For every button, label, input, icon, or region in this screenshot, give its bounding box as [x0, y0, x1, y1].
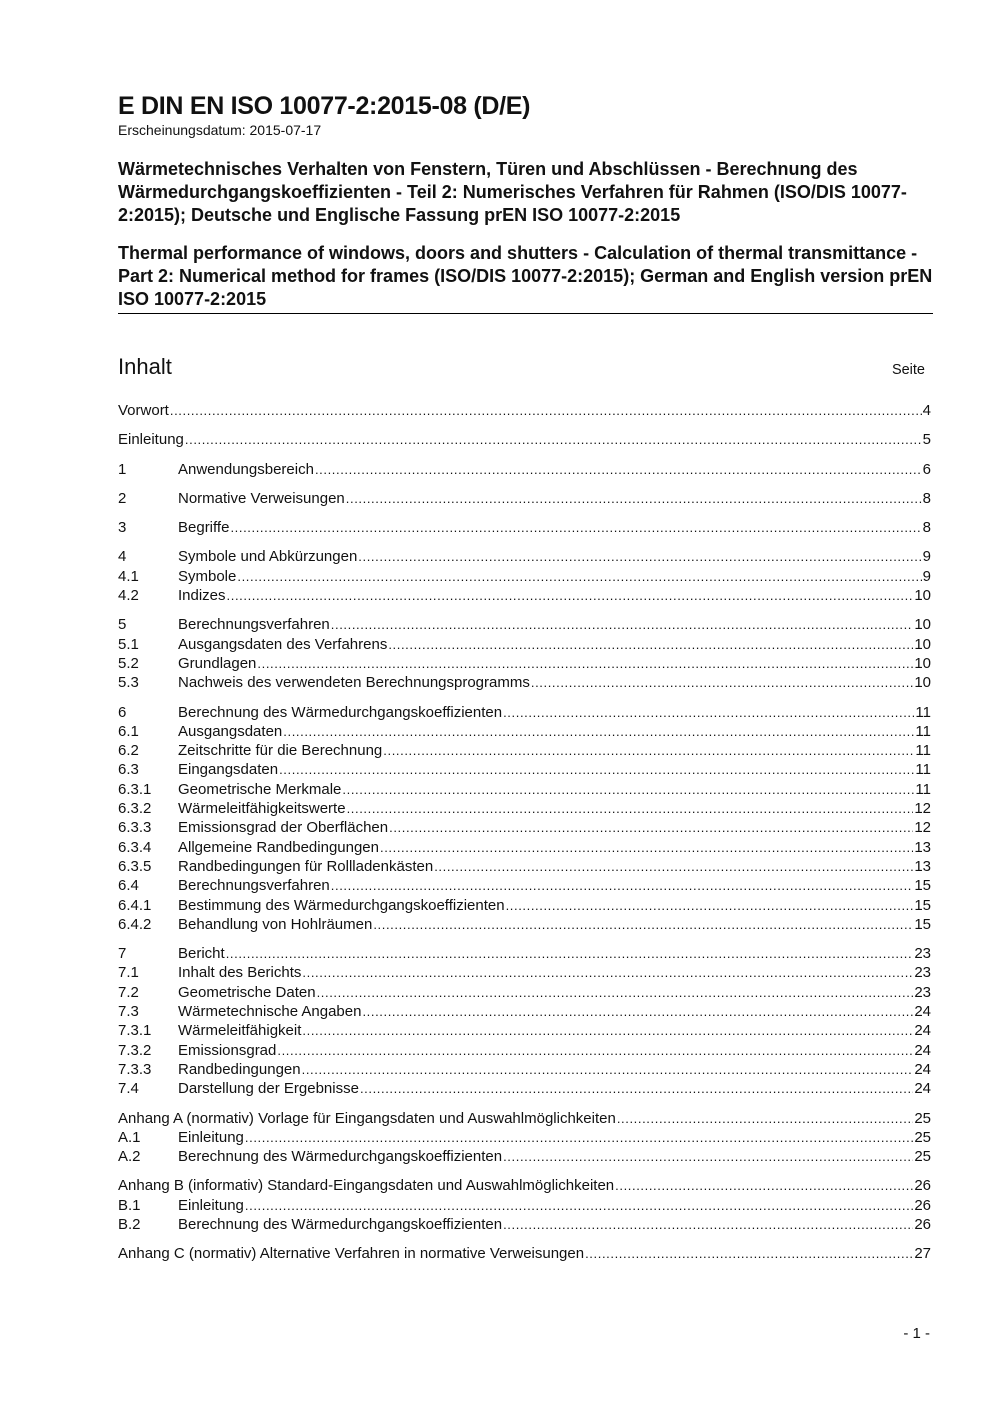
toc-entry[interactable] — [118, 1176, 931, 1195]
toc-entry[interactable] — [118, 799, 931, 818]
toc-entry-title: Eingangsdaten — [178, 761, 279, 779]
toc-entry-title: Normative Verweisungen — [178, 489, 345, 507]
toc-entry-page: 26 — [914, 1196, 931, 1214]
toc-entry[interactable] — [118, 1021, 931, 1040]
title-english: Thermal performance of windows, doors and shutters - Calculation of thermal transmittance - Part 2: Numerical method for frames (ISO/DIS 10077-2:2015); German and English version prEN ISO 10077-2:2015 — [118, 242, 933, 314]
toc-entry-page: 10 — [914, 654, 931, 672]
toc-dot-leader — [389, 818, 913, 837]
toc-entry-number: 1 — [118, 460, 127, 478]
toc-entry[interactable] — [118, 944, 931, 963]
toc-entry[interactable] — [118, 780, 931, 799]
toc-dot-leader — [283, 722, 914, 741]
toc-dot-leader — [227, 586, 914, 605]
toc-entry-page: 5 — [922, 431, 931, 449]
toc-entry-number: 6.4 — [118, 877, 139, 895]
toc-entry-page: 9 — [922, 548, 931, 566]
table-of-contents — [118, 401, 931, 1264]
toc-entry-number: 7.2 — [118, 983, 139, 1001]
toc-dot-leader — [226, 944, 914, 963]
toc-entry-page: 10 — [914, 674, 931, 692]
toc-entry-title: Einleitung — [118, 431, 184, 449]
toc-entry-number: 3 — [118, 519, 127, 537]
toc-entry-number: 7.3.3 — [118, 1060, 152, 1078]
toc-entry-page: 12 — [914, 819, 931, 837]
toc-entry-number: 4.1 — [118, 567, 139, 585]
toc-entry-title: Einleitung — [178, 1196, 244, 1214]
toc-entry-title: Berechnung des Wärmedurchgangskoeffizienten — [178, 703, 503, 721]
toc-dot-leader — [302, 1060, 914, 1079]
toc-entry-title: Bestimmung des Wärmedurchgangskoeffizienten — [178, 896, 505, 914]
toc-entry-page: 25 — [914, 1128, 931, 1146]
toc-entry-title: Wärmetechnische Angaben — [178, 1003, 362, 1021]
toc-entry[interactable] — [118, 1079, 931, 1098]
toc-entry-page: 15 — [914, 877, 931, 895]
toc-entry-number: 6.4.2 — [118, 915, 152, 933]
toc-entry-page: 12 — [914, 800, 931, 818]
toc-entry-title: Vorwort — [118, 402, 169, 419]
toc-entry[interactable] — [118, 567, 931, 586]
toc-dot-leader — [380, 838, 913, 857]
toc-dot-leader — [237, 567, 921, 586]
toc-dot-leader — [315, 460, 922, 479]
toc-dot-leader — [317, 983, 914, 1002]
toc-dot-leader — [615, 1176, 913, 1195]
toc-entry-title: Berechnungsverfahren — [178, 877, 330, 895]
toc-dot-leader — [302, 963, 913, 982]
toc-entry[interactable] — [118, 518, 931, 537]
toc-entry-page: 6 — [922, 460, 931, 478]
toc-entry[interactable] — [118, 741, 931, 760]
toc-dot-leader — [503, 1215, 913, 1234]
toc-entry-page: 24 — [914, 1041, 931, 1059]
toc-entry-number: 7.3.2 — [118, 1041, 152, 1059]
toc-dot-leader — [617, 1109, 913, 1128]
toc-entry[interactable] — [118, 1215, 931, 1234]
toc-entry[interactable] — [118, 1128, 931, 1147]
toc-entry-number: 4 — [118, 548, 127, 566]
toc-entry-title: Geometrische Daten — [178, 983, 316, 1001]
toc-entry-number: 5 — [118, 616, 127, 634]
toc-dot-leader — [257, 654, 913, 673]
toc-entry-number: B.1 — [118, 1196, 141, 1214]
toc-entry-number: 5.3 — [118, 674, 139, 692]
toc-entry-title: Symbole — [178, 567, 237, 585]
toc-entry-number: 6.4.1 — [118, 896, 152, 914]
toc-dot-leader — [585, 1244, 913, 1263]
toc-entry-title: Berechnung des Wärmedurchgangskoeffizienten — [178, 1148, 503, 1166]
toc-entry[interactable] — [118, 838, 931, 857]
toc-entry-title: Berechnungsverfahren — [178, 616, 330, 634]
toc-entry[interactable] — [118, 1109, 931, 1128]
toc-entry-page: 11 — [915, 722, 931, 740]
toc-entry-page: 26 — [914, 1215, 931, 1233]
document-page — [118, 92, 933, 1264]
toc-entry-title: Indizes — [178, 587, 226, 605]
toc-entry-title: Wärmeleitfähigkeitswerte — [178, 800, 346, 818]
toc-entry-page: 15 — [914, 915, 931, 933]
toc-entry-title: Geometrische Merkmale — [178, 780, 342, 798]
toc-entry[interactable] — [118, 1041, 931, 1060]
toc-entry-number: 6 — [118, 703, 127, 721]
toc-entry-page: 11 — [915, 742, 931, 760]
toc-entry-title: Allgemeine Randbedingungen — [178, 838, 379, 856]
toc-entry-page: 24 — [914, 1060, 931, 1078]
toc-entry[interactable] — [118, 1244, 931, 1263]
toc-entry-title: Anhang C (normativ) Alternative Verfahren in normative Verweisungen — [118, 1245, 585, 1263]
toc-entry[interactable] — [118, 489, 931, 508]
toc-dot-leader — [277, 1041, 913, 1060]
toc-entry-page: 8 — [922, 489, 931, 507]
toc-entry-number: B.2 — [118, 1215, 141, 1233]
toc-dot-leader — [506, 896, 914, 915]
toc-entry-title: Symbole und Abkürzungen — [178, 548, 358, 566]
toc-dot-leader — [170, 401, 922, 420]
toc-dot-leader — [331, 876, 914, 895]
toc-entry[interactable] — [118, 586, 931, 605]
toc-entry-number: 6.2 — [118, 742, 139, 760]
toc-entry-title: Wärmeleitfähigkeit — [178, 1022, 302, 1040]
toc-entry-number: 6.3.3 — [118, 819, 152, 837]
toc-entry-title: Nachweis des verwendeten Berechnungsprogramms — [178, 674, 530, 692]
toc-entry-page: 10 — [914, 616, 931, 634]
toc-dot-leader — [358, 547, 921, 566]
publication-date: Erscheinungsdatum: 2015-07-17 — [118, 122, 322, 138]
toc-entry-title: Grundlagen — [178, 654, 257, 672]
toc-entry-page: 13 — [914, 857, 931, 875]
toc-entry-title: Darstellung der Ergebnisse — [178, 1080, 359, 1098]
toc-entry-number: 6.3 — [118, 761, 139, 779]
toc-entry-title: Bericht — [178, 945, 225, 963]
toc-entry-number: 7.3 — [118, 1003, 139, 1021]
toc-entry-page: 24 — [914, 1080, 931, 1098]
toc-entry[interactable] — [118, 915, 931, 934]
toc-dot-leader — [503, 703, 914, 722]
toc-dot-leader — [360, 1079, 913, 1098]
toc-entry-number: 6.3.4 — [118, 838, 152, 856]
toc-entry-number: 5.2 — [118, 654, 139, 672]
toc-entry-page: 4 — [922, 402, 931, 419]
toc-heading: Inhalt — [118, 354, 172, 379]
toc-dot-leader — [362, 1002, 913, 1021]
toc-entry[interactable] — [118, 983, 931, 1002]
toc-entry[interactable] — [118, 1147, 931, 1166]
toc-entry-page: 11 — [915, 761, 931, 779]
toc-entry[interactable] — [118, 1196, 931, 1215]
toc-entry[interactable] — [118, 430, 931, 449]
toc-entry-page: 9 — [922, 567, 931, 585]
toc-entry-page: 24 — [914, 1022, 931, 1040]
toc-entry-page: 26 — [914, 1177, 931, 1195]
toc-entry-title: Emissionsgrad — [178, 1041, 277, 1059]
toc-entry-number: 7.4 — [118, 1080, 139, 1098]
toc-entry[interactable] — [118, 722, 931, 741]
toc-dot-leader — [373, 915, 913, 934]
toc-entry[interactable] — [118, 703, 931, 722]
toc-entry-page: 27 — [914, 1245, 931, 1263]
toc-entry[interactable] — [118, 818, 931, 837]
toc-entry-number: 7.3.1 — [118, 1022, 152, 1040]
toc-entry-number: 7.1 — [118, 964, 139, 982]
toc-entry-page: 23 — [914, 945, 931, 963]
toc-entry[interactable] — [118, 896, 931, 915]
toc-entry-number: 7 — [118, 945, 127, 963]
toc-entry-number: A.1 — [118, 1128, 141, 1146]
document-id: E DIN EN ISO 10077-2:2015-08 (D/E) — [118, 92, 531, 120]
toc-entry-number: 6.3.5 — [118, 857, 152, 875]
title-german: Wärmetechnisches Verhalten von Fenstern, Türen und Abschlüssen - Berechnung des Wärmedurchgangskoeffizienten - Teil 2: Numerisches Verfahren für Rahmen (ISO/DIS 10077-2:2015); Deutsche und Englische Fassung prEN ISO 10077-2:2015 — [118, 159, 907, 225]
toc-dot-leader — [503, 1147, 913, 1166]
toc-dot-leader — [388, 635, 913, 654]
toc-entry-title: Ausgangsdaten — [178, 722, 283, 740]
toc-entry-title: Behandlung von Hohlräumen — [178, 915, 373, 933]
toc-entry-page: 11 — [915, 703, 931, 721]
toc-entry-page: 10 — [914, 587, 931, 605]
toc-entry[interactable] — [118, 635, 931, 654]
toc-entry-title: Randbedingungen — [178, 1060, 301, 1078]
toc-entry-page: 25 — [914, 1109, 931, 1127]
toc-entry-page: 24 — [914, 1003, 931, 1021]
toc-entry-title: Einleitung — [178, 1128, 244, 1146]
toc-entry-title: Anhang A (normativ) Vorlage für Eingangsdaten und Auswahlmöglichkeiten — [118, 1109, 616, 1127]
toc-dot-leader — [302, 1021, 913, 1040]
toc-entry-title: Berechnung des Wärmedurchgangskoeffizienten — [178, 1215, 503, 1233]
toc-entry[interactable] — [118, 760, 931, 779]
toc-entry[interactable] — [118, 460, 931, 479]
toc-entry[interactable] — [118, 1060, 931, 1079]
toc-entry-number: A.2 — [118, 1148, 141, 1166]
page-number: - 1 - — [903, 1325, 930, 1342]
toc-entry-number: 5.1 — [118, 635, 139, 653]
toc-entry[interactable] — [118, 673, 931, 692]
toc-entry[interactable] — [118, 654, 931, 673]
toc-dot-leader — [342, 780, 914, 799]
toc-entry-page: 11 — [915, 780, 931, 798]
toc-entry-page: 8 — [922, 519, 931, 537]
toc-entry-title: Zeitschritte für die Berechnung — [178, 742, 383, 760]
toc-entry-title: Randbedingungen für Rollladenkästen — [178, 857, 434, 875]
toc-entry-title: Inhalt des Berichts — [178, 964, 302, 982]
toc-page-column-label: Seite — [891, 362, 925, 378]
toc-entry-title: Ausgangsdaten des Verfahrens — [178, 635, 388, 653]
toc-entry-page: 13 — [914, 838, 931, 856]
toc-entry[interactable] — [118, 401, 931, 420]
toc-dot-leader — [346, 489, 922, 508]
toc-dot-leader — [185, 430, 922, 449]
toc-entry[interactable] — [118, 876, 931, 895]
toc-dot-leader — [245, 1196, 913, 1215]
toc-entry[interactable] — [118, 857, 931, 876]
toc-entry[interactable] — [118, 1002, 931, 1021]
toc-entry-page: 23 — [914, 964, 931, 982]
toc-entry-title: Anhang B (informativ) Standard-Eingangsdaten und Auswahlmöglichkeiten — [118, 1177, 615, 1195]
toc-entry[interactable] — [118, 963, 931, 982]
toc-entry-title: Begriffe — [178, 519, 230, 537]
toc-entry-number: 6.1 — [118, 722, 139, 740]
toc-dot-leader — [230, 518, 921, 537]
toc-entry-title: Anwendungsbereich — [178, 460, 314, 478]
toc-dot-leader — [434, 857, 913, 876]
toc-entry-page: 15 — [914, 896, 931, 914]
toc-entry-page: 10 — [914, 635, 931, 653]
toc-dot-leader — [331, 615, 914, 634]
toc-entry-page: 25 — [914, 1148, 931, 1166]
toc-dot-leader — [245, 1128, 913, 1147]
toc-dot-leader — [383, 741, 914, 760]
toc-entry-number: 4.2 — [118, 587, 139, 605]
toc-entry-number: 6.3.1 — [118, 780, 152, 798]
toc-entry[interactable] — [118, 547, 931, 566]
toc-entry-number: 6.3.2 — [118, 800, 152, 818]
toc-entry-title: Emissionsgrad der Oberflächen — [178, 819, 389, 837]
toc-entry-number: 2 — [118, 489, 127, 507]
toc-dot-leader — [279, 760, 914, 779]
toc-header — [118, 354, 933, 384]
toc-dot-leader — [347, 799, 914, 818]
toc-entry-page: 23 — [914, 983, 931, 1001]
toc-dot-leader — [531, 673, 913, 692]
toc-entry[interactable] — [118, 615, 931, 634]
